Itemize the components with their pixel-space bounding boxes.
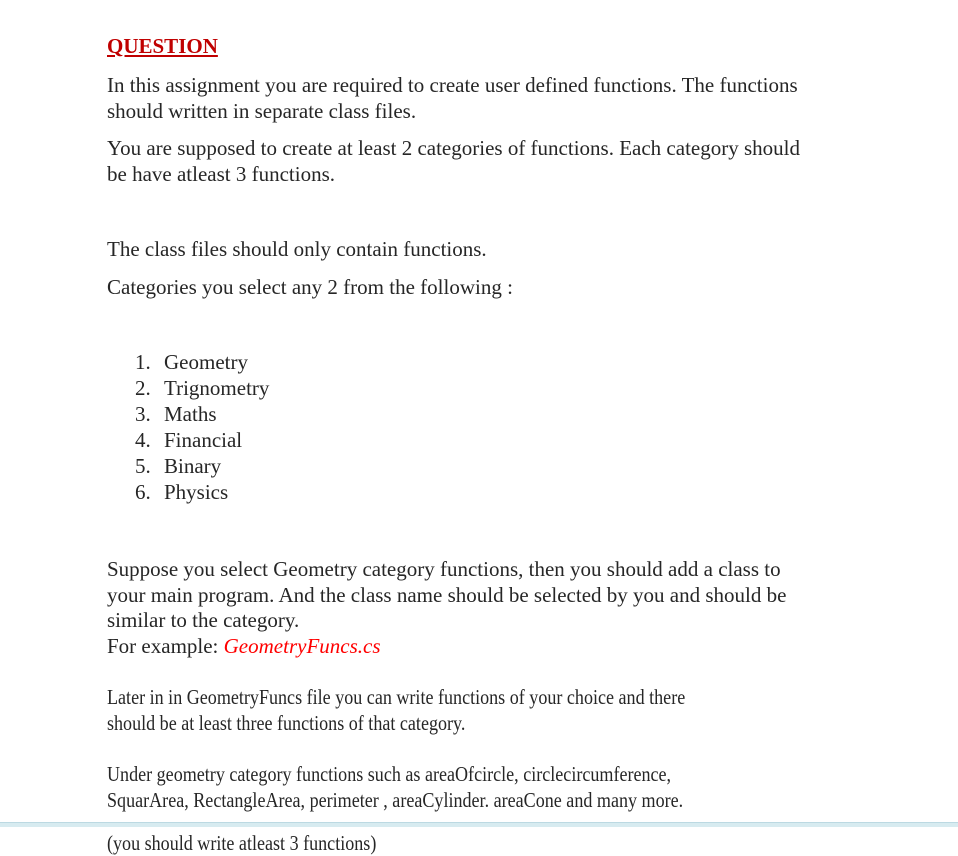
list-label: Financial	[164, 428, 243, 452]
list-item	[135, 401, 217, 427]
list-number: 4.	[135, 428, 151, 452]
under-line-2: SquarArea, RectangleArea, perimeter , areaCylinder. areaCone and many more.	[107, 788, 684, 812]
list-label: Maths	[164, 402, 217, 426]
bottom-scroll-edge	[0, 822, 958, 827]
suppose-line-1: Suppose you select Geometry category functions, then you should add a class to	[107, 557, 781, 581]
example-label: For example:	[107, 634, 224, 658]
intro-line-1: In this assignment you are required to create user defined functions. The functions	[107, 73, 798, 97]
list-number: 2.	[135, 376, 151, 400]
under-line-1: Under geometry category functions such as areaOfcircle, circlecircumference,	[107, 762, 672, 786]
suppose-line-2: your main program. And the class name should be selected by you and should be	[107, 583, 787, 607]
list-item	[135, 479, 228, 505]
list-number: 6.	[135, 480, 151, 504]
list-number: 3.	[135, 402, 151, 426]
list-number: 5.	[135, 454, 151, 478]
requirement-line-1: You are supposed to create at least 2 categories of functions. Each category should	[107, 136, 800, 160]
list-label: Physics	[164, 480, 229, 504]
list-item	[135, 453, 221, 479]
class-files-paragraph: The class files should only contain functions.	[107, 237, 487, 261]
under-line-3-cutoff: (you should write atleast 3 functions)	[107, 831, 377, 855]
later-line-2: should be at least three functions of that category.	[107, 711, 466, 735]
question-heading: QUESTION	[107, 34, 218, 58]
select-prompt-paragraph: Categories you select any 2 from the following :	[107, 275, 513, 299]
requirement-line-2: be have atleast 3 functions.	[107, 162, 336, 186]
intro-line-2: should written in separate class files.	[107, 99, 417, 123]
list-item	[135, 427, 242, 453]
example-filename: GeometryFuncs.cs	[223, 634, 381, 658]
example-line	[107, 633, 381, 659]
list-label: Binary	[164, 454, 222, 478]
list-item	[135, 375, 269, 401]
list-label: Trignometry	[164, 376, 270, 400]
suppose-line-3: similar to the category.	[107, 608, 300, 632]
list-label: Geometry	[164, 350, 248, 374]
list-number: 1.	[135, 350, 151, 374]
later-line-1: Later in in GeometryFuncs file you can write functions of your choice and there	[107, 685, 686, 709]
list-item	[135, 349, 248, 375]
